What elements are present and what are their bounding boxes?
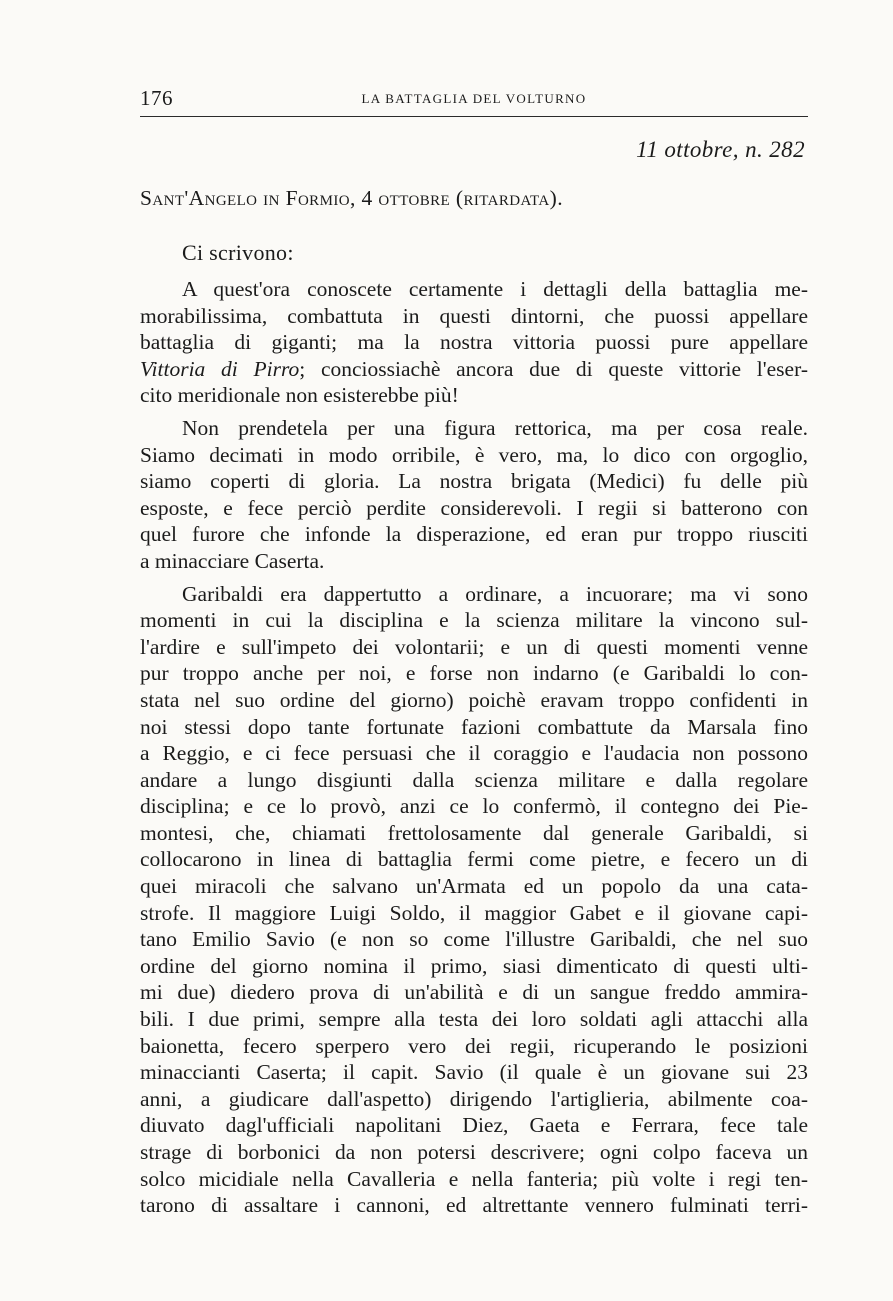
- text-line: andare a lungo disgiunti dalla scienza militare e dalla regolare: [140, 767, 808, 792]
- text-line: A quest'ora conoscete certamente i dettagli della battaglia me-: [182, 277, 808, 301]
- text-line: siamo coperti di gloria. La nostra brigata (Medici) fu delle più: [140, 469, 808, 494]
- text-line: a minacciare Caserta.: [140, 548, 325, 573]
- paragraph: [140, 581, 808, 1219]
- text-line: battaglia di giganti; ma la nostra vittoria puossi pure appellare: [140, 330, 808, 355]
- text-line: ordine del giorno nomina il primo, siasi dimenticato di questi ulti-: [140, 953, 808, 978]
- text-line: Non prendetela per una figura rettorica, ma per cosa reale.: [182, 415, 808, 440]
- text-line: quei miracoli che salvano un'Armata ed un popolo da una cata-: [140, 874, 808, 899]
- text-line: bili. I due primi, sempre alla testa dei loro soldati agli attacchi alla: [140, 1007, 808, 1032]
- text-line: minaccianti Caserta; il capit. Savio (il quale è un giovane sui 23: [140, 1060, 808, 1085]
- text-line: disciplina; e ce lo provò, anzi ce lo confermò, il contegno dei Pie-: [140, 794, 808, 819]
- text-line: strage di borbonici da non potersi descrivere; ogni colpo faceva un: [140, 1140, 808, 1164]
- running-title: LA BATTAGLIA DEL VOLTURNO: [361, 91, 587, 106]
- text-line: montesi, che, chiamati frettolosamente dal generale Garibaldi, si: [140, 820, 808, 845]
- text-line: momenti in cui la disciplina e la scienza militare la vincono sul-: [140, 608, 808, 633]
- text-line: pur troppo anche per noi, e forse non indarno (e Garibaldi lo con-: [140, 661, 808, 686]
- running-head: [140, 86, 808, 112]
- text-line: solco micidiale nella Cavalleria e nella fanteria; più volte i regi ten-: [140, 1166, 808, 1191]
- text-line: a Reggio, e ci fece persuasi che il coraggio e l'audacia non possono: [140, 741, 808, 766]
- text-line: tarono di assaltare i cannoni, ed altrettante vennero fulminati terri-: [140, 1193, 808, 1218]
- text-line: baionetta, fecero sperpero vero dei regii, ricuperando le posizioni: [140, 1033, 808, 1058]
- paragraph: [140, 276, 808, 409]
- page-number: 176: [140, 86, 173, 110]
- text-line: noi stessi dopo tante fortunate fazioni combattute da Marsala fino: [140, 714, 808, 739]
- text-line: diuvato dagl'ufficiali napolitani Diez, Gaeta e Ferrara, fece tale: [140, 1113, 808, 1138]
- article-body: [140, 276, 808, 1219]
- dispatch-dateline: Sant'Angelo in Formio, 4 ottobre (ritardata).: [140, 186, 563, 210]
- text-line: stata nel suo ordine del giorno) poichè eravam troppo confidenti in: [140, 687, 808, 712]
- text-line: morabilissima, combattuta in questi dintorni, che puossi appellare: [140, 303, 808, 328]
- text-line: anni, a giudicare dall'aspetto) dirigendo l'artiglieria, abilmente coa-: [140, 1086, 808, 1111]
- intro-line: Ci scrivono:: [182, 240, 294, 265]
- text-line: mi due) diedero prova di un'abilità e di un sangue freddo ammira-: [140, 980, 808, 1005]
- paragraph: [140, 415, 808, 575]
- text-line: Vittoria di Pirro; conciossiachè ancora due di queste vittorie l'eser-: [140, 356, 808, 381]
- text-line: Siamo decimati in modo orribile, è vero, ma, lo dico con orgoglio,: [140, 442, 808, 467]
- text-line: cito meridionale non esisterebbe più!: [140, 383, 459, 408]
- issue-date-line: 11 ottobre, n. 282: [636, 137, 805, 162]
- text-line: l'ardire e sull'impeto dei volontarii; e un di questi momenti venne: [140, 634, 808, 659]
- text-line: quel furore che infonde la disperazione, ed eran pur troppo riusciti: [140, 522, 808, 547]
- header-rule: [140, 116, 808, 117]
- text-line: esposte, e fece perciò perdite considerevoli. I regii si batterono con: [140, 495, 808, 520]
- text-line: tano Emilio Savio (e non so come l'illustre Garibaldi, che nel suo: [140, 927, 808, 952]
- text-line: strofe. Il maggiore Luigi Soldo, il maggior Gabet e il giovane capi-: [140, 900, 808, 925]
- text-line: Garibaldi era dappertutto a ordinare, a incuorare; ma vi sono: [182, 581, 808, 606]
- text-line: collocarono in linea di battaglia fermi come pietre, e fecero un di: [140, 847, 808, 872]
